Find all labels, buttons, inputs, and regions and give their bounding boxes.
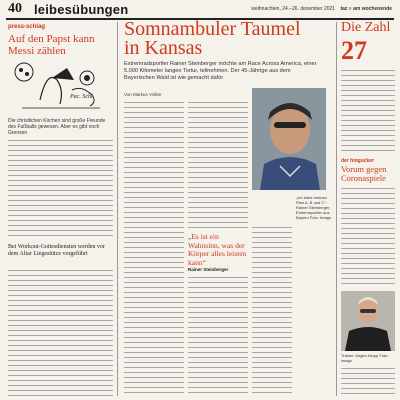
main-body-col2 (188, 100, 248, 228)
left-rubric: press-schlag (8, 24, 46, 30)
section-title: leibesübungen (34, 2, 129, 17)
zahl-text (341, 68, 395, 152)
main-body-col2b (188, 275, 248, 396)
left-teaser: Die christlichen Kirchen sind große Freunde des Fußballs gewesen. Aber es gibt noch Grenzen (8, 118, 106, 136)
photo-caption: „Ich habe meinen Plan A, B und C“: Rainer Steinberger, Extremsportler aus Bayern Foto: Imago (296, 195, 332, 220)
pullquote-author: Rainer Steinberger (188, 267, 229, 272)
zahl-label: Die Zahl (341, 20, 391, 35)
main-body-col1 (124, 100, 184, 396)
hingucker-headline: Vorum gegen Coronaspiele (341, 164, 387, 183)
cartoon-caption: Pac. Schl. (70, 94, 95, 100)
main-body-col3 (252, 225, 292, 396)
left-box-text (8, 268, 113, 396)
coach-photo (341, 291, 395, 351)
column-divider (117, 22, 118, 396)
zahl-number: 27 (341, 36, 367, 65)
athlete-photo (252, 88, 326, 190)
byline: Von Markus Völker (124, 92, 162, 97)
left-box-headline: Bei Workout-Gottesdiensten werden vor dem Altar Liegestütze vorgeführt (8, 244, 105, 257)
hingucker-text (341, 186, 395, 286)
left-headline: Auf den Papst kann Messi zählen (8, 33, 95, 57)
hingucker-rubric: der hingucker (341, 158, 375, 164)
pullquote: „Es ist ein Wahnsinn, was der Körper alles leisten kann“ (188, 232, 247, 267)
date: weihnachten, 24.–26. dezember 2021 (251, 6, 336, 12)
sidebar-divider (336, 22, 337, 396)
dateline (251, 6, 392, 12)
page-number: 40 (8, 1, 22, 16)
coach-caption: Trainer Jürgen Klopp Foto: imago (341, 353, 389, 363)
brand: taz ≡ am wochenende (340, 6, 392, 12)
main-headline: Somnambuler Taumel in Kansas (124, 18, 301, 59)
main-teaser: Extremradsportler Rainer Steinberger möchte am Race Across America, einer 5.000 Kilometer langen Tortur, teilnehmen. Der 45-Jährige aus dem Bayerischen Wald ist wie gemacht dafür (124, 61, 317, 81)
left-body-text (8, 138, 113, 240)
cartoon-image (12, 60, 110, 115)
hingucker-text2 (341, 366, 395, 396)
